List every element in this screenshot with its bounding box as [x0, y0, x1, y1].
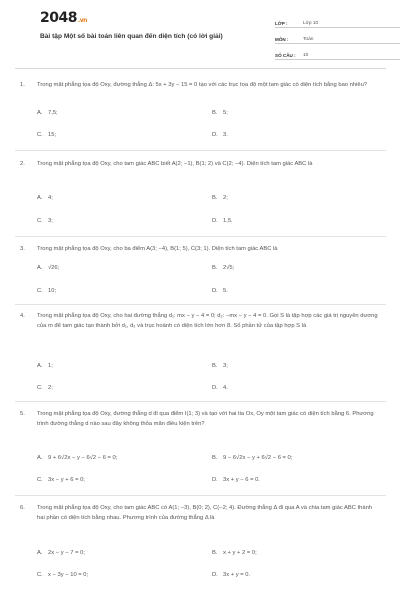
option-label: B. [212, 195, 218, 201]
question-1 [20, 80, 381, 90]
option-c[interactable] [37, 218, 53, 224]
question-number: 4. [20, 313, 25, 319]
option-d[interactable] [212, 572, 250, 578]
site-logo[interactable] [40, 10, 87, 26]
option-d[interactable] [212, 132, 228, 138]
option-label: B. [212, 550, 218, 556]
option-text: 15; [48, 132, 57, 138]
option-label: C. [37, 132, 43, 138]
option-c[interactable] [37, 572, 88, 578]
option-text: 3. [223, 132, 228, 138]
question-text: Trong mặt phẳng tọa độ Oxy, cho ba điểm A(3; −4), B(1; 5), C(3; 1). Diện tích tam giác ABC là [37, 246, 278, 252]
option-label: B. [212, 265, 218, 271]
option-a[interactable] [37, 550, 85, 556]
option-text: 1; [48, 363, 53, 369]
option-text: 3x + y − 6 = 0. [223, 477, 260, 483]
logo-text: 2048 [40, 10, 77, 26]
option-text: √26; [48, 265, 60, 271]
question-number: 6. [20, 505, 25, 511]
option-d[interactable] [212, 288, 228, 294]
option-label: C. [37, 288, 43, 294]
option-c[interactable] [37, 477, 85, 483]
option-text: 3x + y = 0. [223, 572, 251, 578]
option-label: B. [212, 110, 218, 116]
meta-key: SỐ CÂU : [275, 53, 296, 58]
option-label: B. [212, 363, 218, 369]
option-a[interactable] [37, 265, 59, 271]
question-number: 2. [20, 161, 25, 167]
option-text: 9 + 6√2x − y − 6√2 − 6 = 0; [48, 455, 118, 461]
option-label: D. [212, 572, 218, 578]
option-label: C. [37, 572, 43, 578]
meta-key: MÔN : [275, 37, 289, 42]
option-d[interactable] [212, 477, 260, 483]
option-label: D. [212, 288, 218, 294]
option-text: x − 3y − 10 = 0; [48, 572, 89, 578]
option-label: A. [37, 110, 43, 116]
option-b[interactable] [212, 455, 292, 461]
option-b[interactable] [212, 265, 234, 271]
option-c[interactable] [37, 288, 56, 294]
question-text: Trong mặt phẳng tọa độ Oxy, cho tam giác ABC biết A(2; −1), B(1; 2) và C(2; −4). Diện tích tam giác ABC là [37, 161, 313, 167]
question-6 [20, 503, 381, 523]
question-3 [20, 244, 381, 254]
meta-value: Toán [303, 37, 314, 42]
divider [15, 236, 386, 237]
document-title: Bài tập Một số bài toán liên quan đến diện tích (có lời giải) [40, 33, 223, 40]
option-b[interactable] [212, 550, 257, 556]
divider [15, 401, 386, 402]
option-a[interactable] [37, 195, 53, 201]
meta-value: Lớp 10 [303, 21, 319, 26]
option-a[interactable] [37, 110, 58, 116]
option-text: 2x − y − 7 = 0; [48, 550, 85, 556]
option-b[interactable] [212, 195, 228, 201]
question-text: Trong mặt phẳng tọa độ Oxy, đường thẳng Δ: 5x + 3y − 15 = 0 tạo với các trục tọa độ một tam giác có diện tích bằng bao nhiêu? [37, 82, 368, 88]
option-label: A. [37, 363, 43, 369]
question-number: 1. [20, 82, 25, 88]
meta-table [275, 17, 400, 65]
option-label: A. [37, 550, 43, 556]
option-label: B. [212, 455, 218, 461]
question-number: 3. [20, 246, 25, 252]
option-label: A. [37, 195, 43, 201]
divider [15, 150, 386, 151]
option-text: 1,5. [223, 218, 233, 224]
meta-row-subject [275, 33, 400, 44]
option-c[interactable] [37, 385, 53, 391]
option-b[interactable] [212, 110, 228, 116]
divider [15, 304, 386, 305]
meta-row-count [275, 49, 400, 60]
option-text: 3; [48, 218, 53, 224]
question-4 [20, 311, 381, 331]
option-text: 4. [223, 385, 228, 391]
option-label: D. [212, 477, 218, 483]
option-label: D. [212, 385, 218, 391]
option-label: A. [37, 265, 43, 271]
option-text: 9 − 6√2x − y + 6√2 − 6 = 0; [223, 455, 293, 461]
question-text: Trong mặt phẳng tọa độ Oxy, cho hai đường thẳng d₁: mx − y − 4 = 0; d₂: −mx − y − 4 = 0. Gọi S là tập hợp các giá trị nguyên dương của m để tam giác tạo thành bởi d₁, d₂ và trục hoành có diện tích lớn hơn 8. Số phần tử của tập hợp S là [37, 313, 378, 329]
option-text: 3x − y + 6 = 0; [48, 477, 85, 483]
option-text: 2; [223, 195, 228, 201]
meta-row-class [275, 17, 400, 28]
logo-tld: .vn [77, 17, 87, 24]
option-d[interactable] [212, 218, 233, 224]
document-header [20, 0, 381, 70]
option-label: A. [37, 455, 43, 461]
option-label: C. [37, 477, 43, 483]
question-2 [20, 159, 381, 169]
option-c[interactable] [37, 132, 56, 138]
question-5 [20, 409, 381, 429]
option-label: D. [212, 132, 218, 138]
header-divider [15, 68, 386, 69]
option-text: 5. [223, 288, 228, 294]
option-text: 7,5; [48, 110, 58, 116]
option-d[interactable] [212, 385, 228, 391]
option-text: 2; [48, 385, 53, 391]
option-label: C. [37, 218, 43, 224]
question-text: Trong mặt phẳng tọa độ Oxy, đường thẳng d đi qua điểm I(1; 3) và tạo với hai tia Ox, Oy một tam giác có diện tích bằng 6. Phương trình đường thẳng d nào sau đây không thỏa mãn điều kiện trên? [37, 411, 374, 427]
option-text: 10; [48, 288, 57, 294]
option-text: 2√5; [223, 265, 235, 271]
option-text: 5; [223, 110, 228, 116]
meta-value: 10 [303, 53, 309, 58]
option-text: x + y + 2 = 0; [223, 550, 257, 556]
option-a[interactable] [37, 455, 117, 461]
option-label: D. [212, 218, 218, 224]
question-number: 5. [20, 411, 25, 417]
option-b[interactable] [212, 363, 228, 369]
option-a[interactable] [37, 363, 53, 369]
option-label: C. [37, 385, 43, 391]
option-text: 4; [48, 195, 53, 201]
divider [15, 495, 386, 496]
meta-key: LỚP : [275, 21, 288, 26]
option-text: 3; [223, 363, 228, 369]
question-text: Trong mặt phẳng tọa độ Oxy, cho tam giác ABC có A(1; −3), B(0; 2), C(−2; 4). Đường thẳng Δ đi qua A và chia tam giác ABC thành hai phần có diện tích bằng nhau. Phương trình của đường thẳng Δ là [37, 505, 373, 521]
